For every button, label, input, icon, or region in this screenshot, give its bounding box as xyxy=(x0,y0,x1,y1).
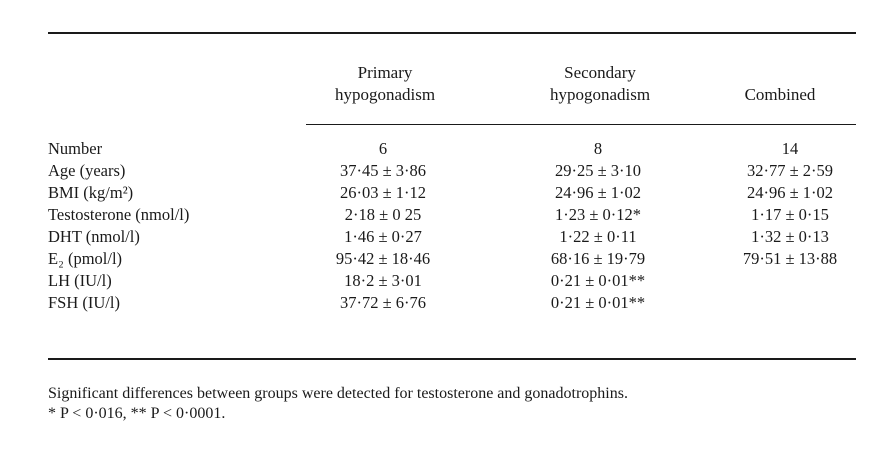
cell-combined: 1·17 ± 0·15 xyxy=(751,205,829,224)
table-row xyxy=(48,248,858,270)
row-label: Age (years) xyxy=(48,161,126,180)
cell-combined: 1·32 ± 0·13 xyxy=(751,227,829,246)
table-row xyxy=(48,182,858,204)
row-label: Testosterone (nmol/l) xyxy=(48,205,190,224)
cell-combined: 24·96 ± 1·02 xyxy=(746,183,834,202)
cell-primary: 6 xyxy=(378,139,388,158)
header-underline-rule xyxy=(306,124,856,125)
table-footnote xyxy=(48,384,868,424)
header-secondary-line1: Secondary xyxy=(564,63,636,82)
footnote-line-2: * P < 0·016, ** P < 0·0001. xyxy=(48,405,226,422)
table-row xyxy=(48,160,858,182)
cell-secondary: 1·22 ± 0·11 xyxy=(559,227,637,246)
row-label: FSH (IU/l) xyxy=(48,293,120,312)
cell-secondary: 1·23 ± 0·12* xyxy=(554,205,642,224)
table-row xyxy=(48,138,858,160)
header-primary-line1: Primary xyxy=(357,63,413,82)
row-label: E₂ (pmol/l) xyxy=(48,249,123,268)
table-row xyxy=(48,292,858,314)
cell-secondary: 0·21 ± 0·01** xyxy=(550,293,646,312)
table-row xyxy=(48,226,858,248)
cell-secondary: 8 xyxy=(593,139,603,158)
footnote-line-1: Significant differences between groups were detected for testosterone and gonadotrophins. xyxy=(48,385,628,402)
cell-primary: 37·45 ± 3·86 xyxy=(339,161,427,180)
row-label: LH (IU/l) xyxy=(48,271,112,290)
cell-primary: 2·18 ± 0 25 xyxy=(344,205,422,224)
cell-combined: 79·51 ± 13·88 xyxy=(742,249,838,268)
cell-primary: 1·46 ± 0·27 xyxy=(344,227,422,246)
row-label: BMI (kg/m²) xyxy=(48,183,134,202)
table-body xyxy=(48,138,858,314)
table-row xyxy=(48,204,858,226)
cell-secondary: 0·21 ± 0·01** xyxy=(550,271,646,290)
cell-primary: 95·42 ± 18·46 xyxy=(335,249,431,268)
header-primary-line2: hypogonadism xyxy=(334,85,436,104)
cell-primary: 37·72 ± 6·76 xyxy=(339,293,427,312)
cell-secondary: 68·16 ± 19·79 xyxy=(550,249,646,268)
cell-combined: 14 xyxy=(781,139,799,158)
cell-primary: 26·03 ± 1·12 xyxy=(339,183,427,202)
table-top-rule xyxy=(48,32,856,34)
row-label: Number xyxy=(48,139,103,158)
table-row xyxy=(48,270,858,292)
table-bottom-rule xyxy=(48,358,856,360)
header-combined: Combined xyxy=(744,85,816,104)
header-primary-hypogonadism xyxy=(290,62,480,106)
header-secondary-hypogonadism xyxy=(505,62,695,106)
row-label: DHT (nmol/l) xyxy=(48,227,140,246)
cell-secondary: 24·96 ± 1·02 xyxy=(554,183,642,202)
cell-primary: 18·2 ± 3·01 xyxy=(344,271,422,290)
cell-secondary: 29·25 ± 3·10 xyxy=(554,161,642,180)
cell-combined: 32·77 ± 2·59 xyxy=(746,161,834,180)
header-secondary-line2: hypogonadism xyxy=(549,85,651,104)
